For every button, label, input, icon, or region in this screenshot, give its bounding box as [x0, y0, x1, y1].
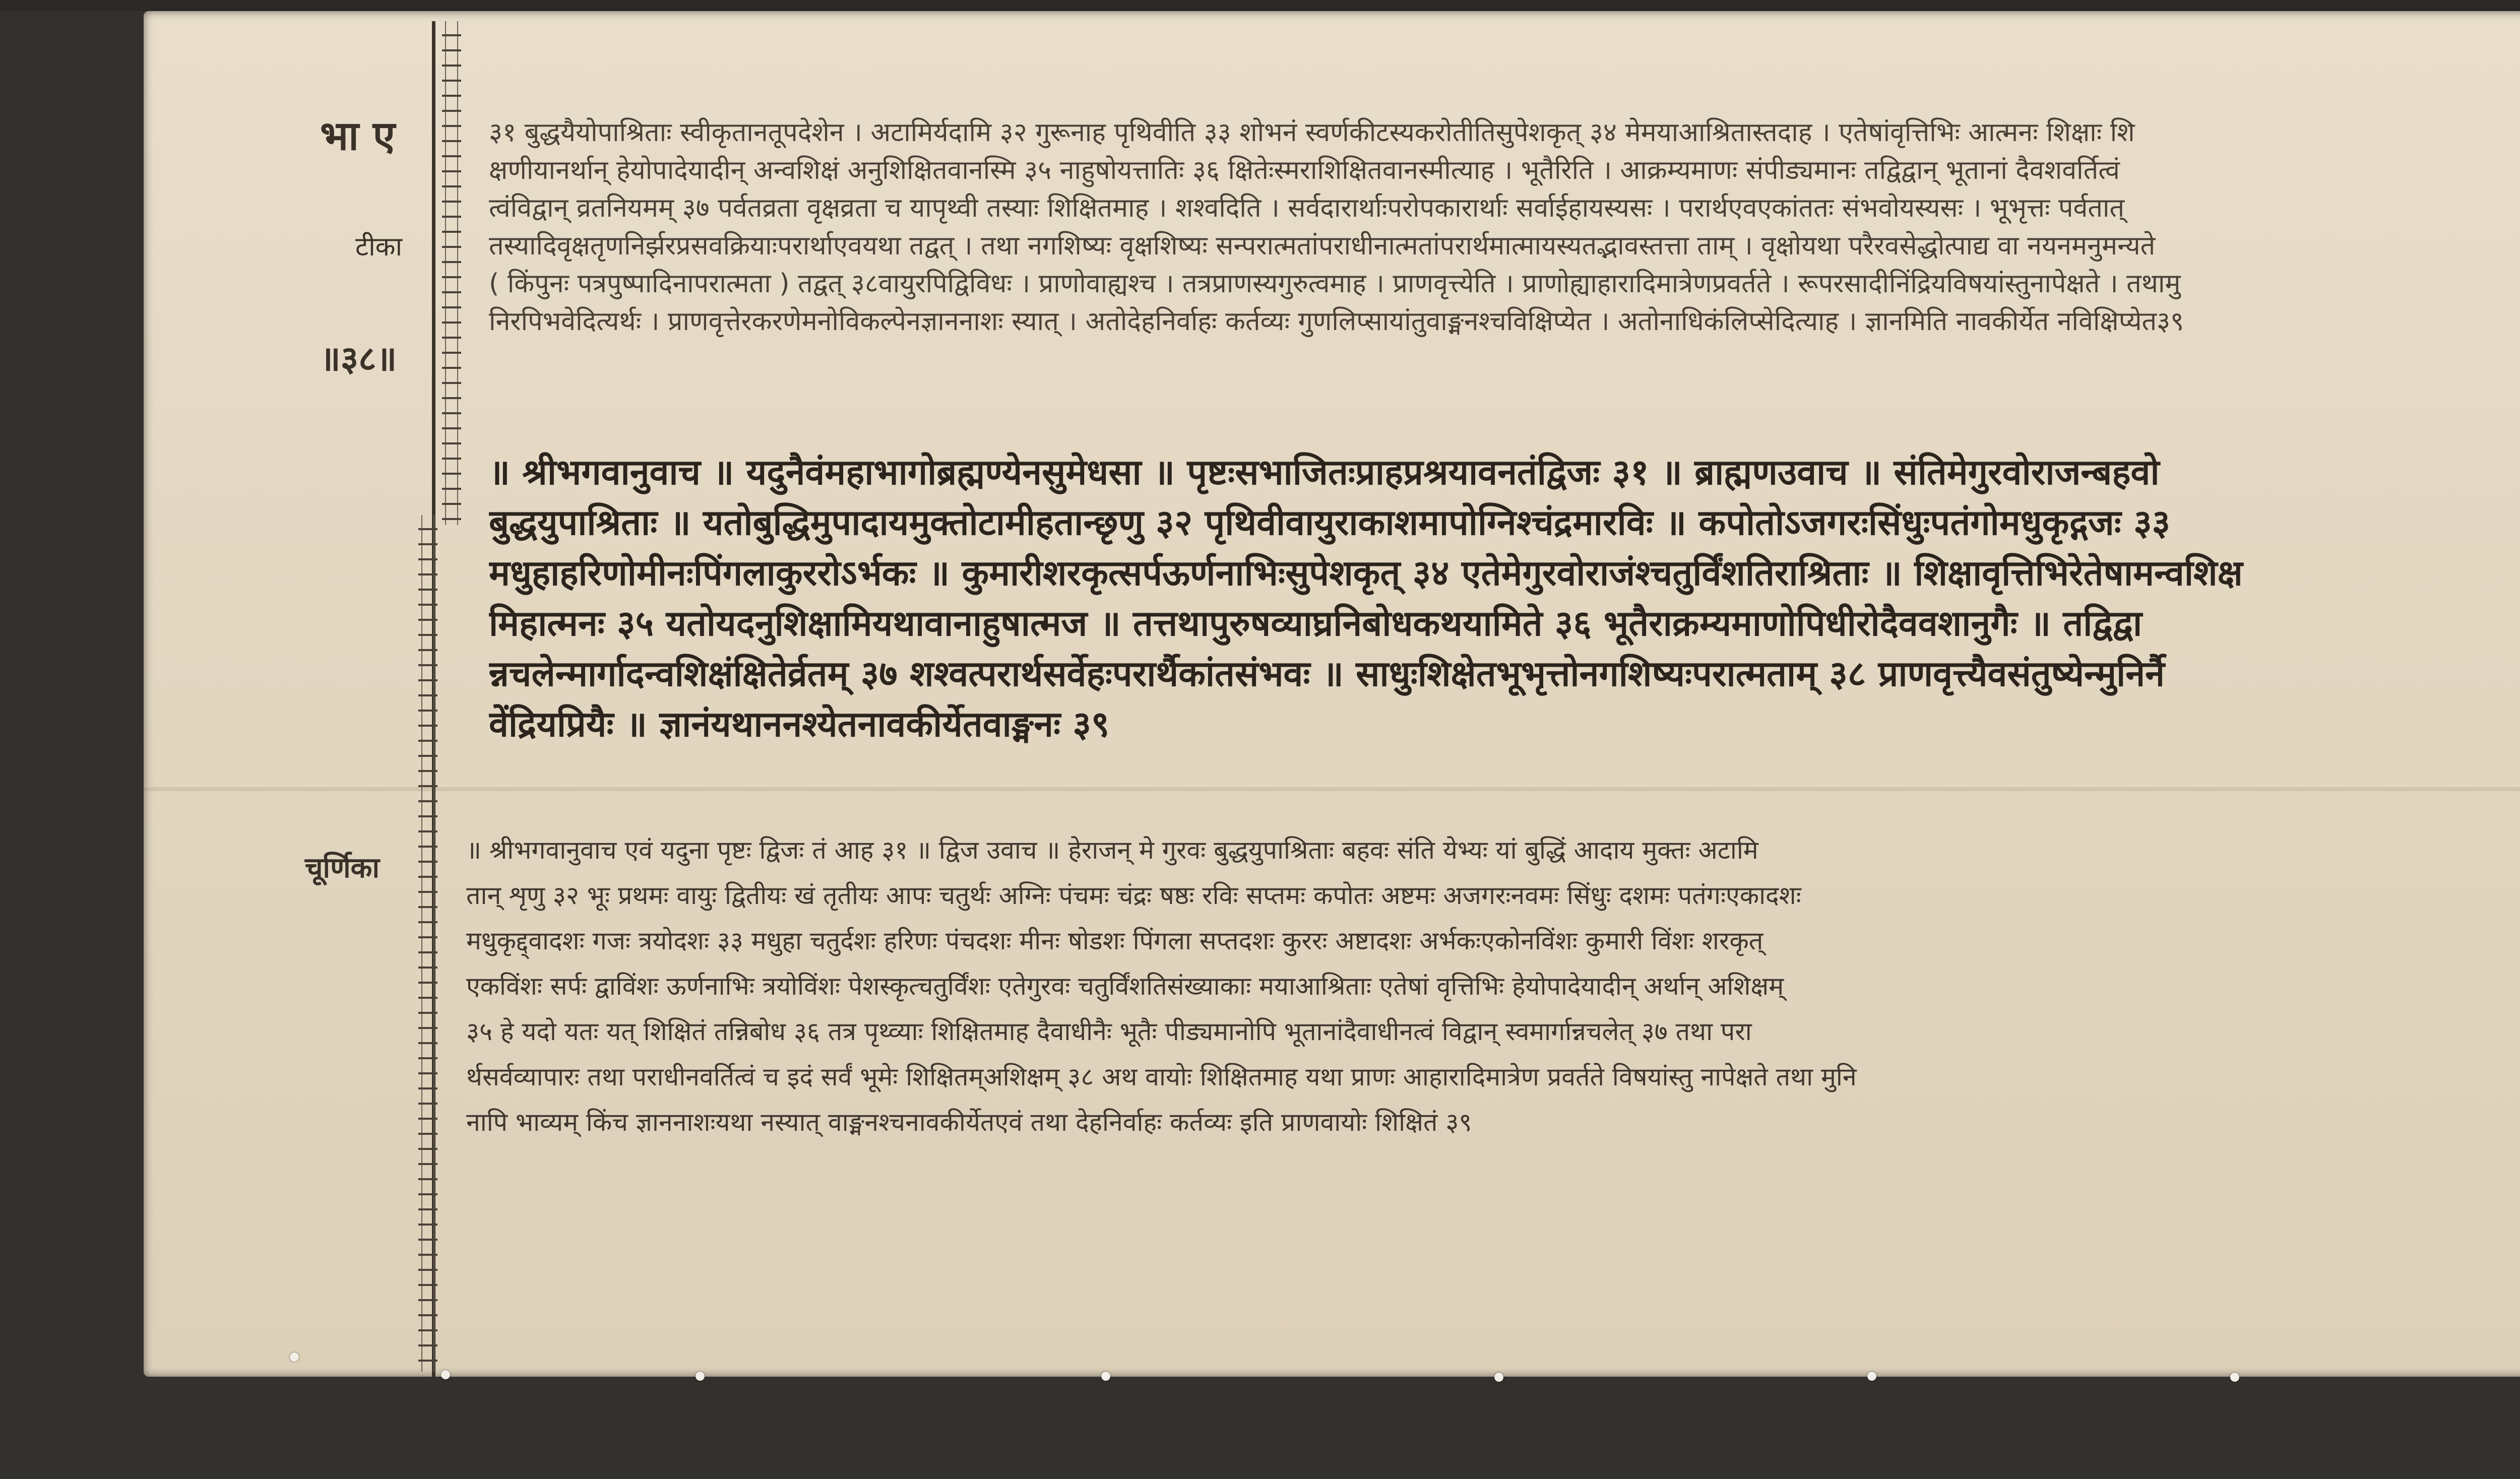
- left-ornamental-border-upper: [442, 21, 461, 525]
- verse-line: न्नचलेन्मार्गादन्वशिक्षंक्षितेर्व्रतम् ३७ शश्वत्परार्थसर्वेहःपरार्थैकांतसंभवः ॥ साधुःशिक्षेतभूभृत्तोनगशिष्यःपरात्मताम् ३८ प्राणवृत्त्यैवसंतुष्येन्मुनिर्नै: [489, 653, 2165, 694]
- mounting-pin: [2230, 1373, 2239, 1382]
- tika-label: टीका: [355, 232, 403, 262]
- left-ornamental-border-lower: [418, 515, 437, 1372]
- folio-label: भा ए: [320, 112, 396, 159]
- dark-background-top: [0, 0, 2520, 11]
- mounting-pin: [1867, 1372, 1876, 1381]
- mounting-pin: [441, 1370, 450, 1379]
- folio-number-left: ॥३८॥: [320, 339, 397, 379]
- manuscript-page: [144, 11, 2520, 1377]
- churnika-label: चूर्णिका: [305, 852, 380, 884]
- verse-line: ॥ श्रीभगवानुवाच ॥ यदुनैवंमहाभागोब्रह्मण्येनसुमेधसा ॥ पृष्टःसभाजितःप्राहप्रश्रयावनतंद्विजः ३१ ॥ ब्राह्मणउवाच ॥ संतिमेगुरवोराजन्बहवो: [489, 452, 2160, 493]
- commentary-line: निरपिभवेदित्यर्थः । प्राणवृत्तेरकरणेमनोविकल्पेनज्ञाननाशः स्यात् । अतोदेहनिर्वाहः कर्तव्यः गुणलिप्सायांतुवाङ्मनश्चविक्षिप्येत । अतोनाधिकंलिप्सेदित्याह । ज्ञानमिति नावकीर्येत नविक्षिप्येत३९: [489, 306, 2184, 337]
- commentary-line: ( किंपुनः पत्रपुष्पादिनापरात्मता ) तद्वत् ३८वायुरपिद्विविधः । प्राणोवाह्यश्च । तत्रप्राणस्यगुरुत्वमाह । प्राणवृत्त्येति । प्राणोह्याहारादिमात्रेणप्रवर्तते । रूपरसादीनिंद्रियविषयांस्तुनापेक्षते । तथामु: [489, 269, 2181, 299]
- churnika-line: एकविंशः सर्पः द्वाविंशः ऊर्णनाभिः त्रयोविंशः पेशस्कृत्चतुर्विंशः एतेगुरवः चतुर्विंशतिसंख्याकाः मयाआश्रिताः एतेषां वृत्तिभिः हेयोपादेयादीन् अर्थान् अशिक्षम्: [466, 972, 1784, 1001]
- commentary-line: त्वंविद्वान् व्रतनियमम् ३७ पर्वतव्रता वृक्षव्रता च यापृथ्वी तस्याः शिक्षितमाह । शश्वदिति । सर्वदारार्थाःपरोपकारार्थाः सर्वाईहायस्यसः । परार्थएवएकांततः संभवोयस्यसः । भूभृत्तः पर्वतात्: [489, 193, 2125, 223]
- mounting-pin: [290, 1353, 299, 1362]
- churnika-line: मधुकृद्द्वादशः गजः त्रयोदशः ३३ मधुहा चतुर्दशः हरिणः पंचदशः मीनः षोडशः पिंगला सप्तदशः कुररः अष्टादशः अर्भकःएकोनविंशः कुमारी विंशः शरकृत्: [466, 926, 1763, 955]
- mounting-pin: [696, 1372, 705, 1381]
- commentary-line: ३१ बुद्धयैयोपाश्रिताः स्वीकृतानतूपदेशेन । अटामिर्यदामि ३२ गुरूनाह पृथिवीति ३३ शोभनं स्वर्णकीटस्यकरोतीतिसुपेशकृत् ३४ मेमयाआश्रितास्तदाह । एतेषांवृत्तिभिः आत्मनः शिक्षाः शि: [489, 117, 2135, 148]
- verse-line: मिहात्मनः ३५ यतोयदनुशिक्षामियथावानाहुषात्मज ॥ तत्तथापुरुषव्याघ्रनिबोधकथयामिते ३६ भूतैराक्रम्यमाणोपिधीरोदैववशानुगैः ॥ तद्विद्वा: [489, 603, 2143, 644]
- verse-line: बुद्धयुपाश्रिताः ॥ यतोबुद्धिमुपादायमुक्तोटामीहतान्छृणु ३२ पृथिवीवायुराकाशमापोग्निश्चंद्रमारविः ॥ कपोतोऽजगरःसिंधुःपतंगोमधुकृद्गजः ३३: [489, 502, 2170, 543]
- commentary-line: क्षणीयानर्थान् हेयोपादेयादीन् अन्वशिक्षं अनुशिक्षितवानस्मि ३५ नाहुषोयत्तातिः ३६ क्षितेःस्मराशिक्षितवानस्मीत्याह । भूतैरिति । आक्रम्यमाणः संपीड्यमानः तद्विद्वान् भूतानां दैवशवर्तित्वं: [489, 155, 2120, 185]
- churnika-line: तान् शृणु ३२ भूः प्रथमः वायुः द्वितीयः खं तृतीयः आपः चतुर्थः अग्निः पंचमः चंद्रः षष्ठः रविः सप्तमः कपोतः अष्टमः अजगरःनवमः सिंधुः दशमः पतंगःएकादशः: [466, 881, 1801, 910]
- mounting-pin: [1494, 1373, 1503, 1382]
- churnika-line: ॥ श्रीभगवानुवाच एवं यदुना पृष्टः द्विजः तं आह ३१ ॥ द्विज उवाच ॥ हेराजन् मे गुरवः बुद्धयुपाश्रिताः बहवः संति येभ्यः यां बुद्धिं आदाय मुक्तः अटामि: [466, 835, 1758, 865]
- verse-line: वेंद्रियप्रियैः ॥ ज्ञानंयथाननश्येतनावकीर्येतवाङ्मनः ३९: [489, 703, 1110, 745]
- churnika-line: र्थसर्वव्यापारः तथा पराधीनवर्तित्वं च इदं सर्वं भूमेः शिक्षितम्अशिक्षम् ३८ अथ वायोः शिक्षितमाह यथा प्राणः आहारादिमात्रेण प्रवर्तते विषयांस्तु नापेक्षते तथा मुनि: [466, 1062, 1857, 1091]
- churnika-line: ३५ हे यदो यतः यत् शिक्षितं तन्निबोध ३६ तत्र पृथ्व्याः शिक्षितमाह दैवाधीनैः भूतैः पीड्यमानोपि भूतानांदैवाधीनत्वं विद्वान् स्वमार्गान्नचलेत् ३७ तथा परा: [466, 1017, 1752, 1046]
- page-fold: [144, 787, 2520, 791]
- verse-line: मधुहाहरिणोमीनःपिंगलाकुररोऽर्भकः ॥ कुमारीशरकृत्सर्पऊर्णनाभिःसुपेशकृत् ३४ एतेमेगुरवोराजंश्चतुर्विंशतिराश्रिताः ॥ शिक्षावृत्तिभिरेतेषामन्वशिक्ष: [489, 552, 2243, 594]
- churnika-line: नापि भाव्यम् किंच ज्ञाननाशःयथा नस्यात् वाङ्मनश्चनावकीर्येतएवं तथा देहनिर्वाहः कर्तव्यः इति प्राणवायोः शिक्षितं ३९: [466, 1108, 1472, 1137]
- commentary-line: तस्यादिवृक्षतृणनिर्झरप्रसवक्रियाःपरार्थाएवयथा तद्वत् । तथा नगशिष्यः वृक्षशिष्यः सन्परात्मतांपराधीनात्मतांपरार्थमात्मायस्यतद्भावस्तत्ता ताम् । वृक्षोयथा परैरवसेद्धोत्पाद्य वा नयनमनुमन्यते: [489, 231, 2156, 261]
- mounting-pin: [1101, 1372, 1110, 1381]
